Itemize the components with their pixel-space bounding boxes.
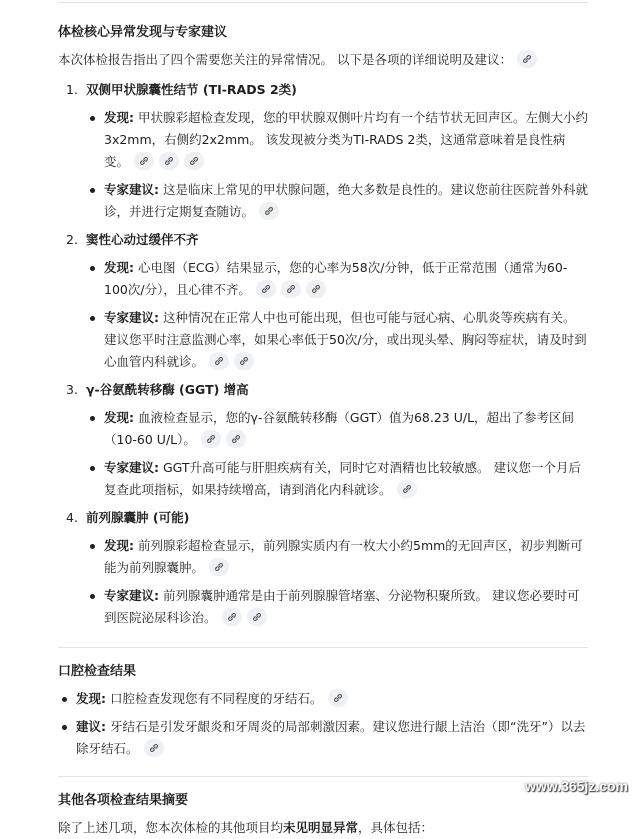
link-icon[interactable]	[222, 608, 242, 626]
section-title: 口腔检查结果	[58, 664, 137, 679]
section-title: 体检核心异常发现与专家建议	[58, 25, 228, 40]
finding-text: 心电图（ECG）结果显示，您的心率为58次/分钟，低于正常范围（通常为60-100次/分），且心律不齐。	[104, 260, 568, 297]
link-icon[interactable]	[134, 152, 154, 170]
finding-detail	[86, 257, 588, 301]
link-icon[interactable]	[234, 352, 254, 370]
link-icon[interactable]	[201, 430, 221, 448]
link-icon[interactable]	[256, 280, 276, 298]
item-title: 前列腺囊肿 (可能)	[86, 510, 190, 525]
finding-detail	[86, 407, 588, 451]
advice-text: 牙结石是引发牙龈炎和牙周炎的局部刺激因素。建议您进行龈上洁治（即“洗牙”）以去除牙结石。	[76, 719, 586, 756]
finding-item	[58, 79, 588, 223]
findings-list	[58, 79, 588, 629]
emphasis-text: 未见明显异常	[283, 820, 359, 835]
section-divider	[58, 647, 588, 648]
item-title: γ-谷氨酰转移酶 (GGT) 增高	[86, 382, 249, 397]
item-number: 3.	[66, 382, 78, 397]
item-title: 双侧甲状腺囊性结节 (TI-RADS 2类)	[86, 82, 297, 97]
item-number: 2.	[66, 232, 78, 247]
advice-detail	[86, 307, 588, 373]
oral-details	[58, 688, 588, 760]
item-details	[86, 257, 588, 373]
link-icon[interactable]	[259, 202, 279, 220]
advice-label: 专家建议:	[104, 588, 159, 603]
finding-text: 前列腺彩超检查显示，前列腺实质内有一枚大小约5mm的无回声区，初步判断可能为前列腺囊肿。	[104, 538, 583, 575]
section-title: 其他各项检查结果摘要	[58, 793, 189, 808]
item-title: 窦性心动过缓伴不齐	[86, 232, 199, 247]
advice-label: 专家建议:	[104, 460, 159, 475]
section-intro: 本次体检报告指出了四个需要您关注的异常情况。 以下是各项的详细说明及建议：	[58, 49, 588, 71]
finding-label: 发现:	[104, 538, 134, 553]
top-divider	[58, 2, 588, 3]
advice-detail	[86, 585, 588, 629]
link-icon[interactable]	[397, 480, 417, 498]
finding-text: 甲状腺彩超检查发现，您的甲状腺双侧叶片均有一个结节状无回声区。左侧大小约3x2mm，右侧约2x2mm。 该发现被分类为TI-RADS 2类，这通常意味着是良性病变。	[104, 110, 588, 169]
link-icon[interactable]	[209, 558, 229, 576]
advice-detail	[86, 179, 588, 223]
item-details	[86, 535, 588, 629]
finding-label: 发现:	[104, 110, 134, 125]
link-icon[interactable]	[247, 608, 267, 626]
advice-detail	[58, 716, 588, 760]
finding-label: 发现:	[76, 691, 106, 706]
advice-text: GGT升高可能与肝胆疾病有关，同时它对酒精也比较敏感。 建议您一个月后复查此项指标，如果持续增高，请到消化内科就诊。	[104, 460, 582, 497]
advice-text: 前列腺囊肿通常是由于前列腺腺管堵塞、分泌物积聚所致。 建议您必要时可到医院泌尿科诊治。	[104, 588, 580, 625]
advice-detail	[86, 457, 588, 501]
advice-text: 这是临床上常见的甲状腺问题，绝大多数是良性的。建议您前往医院普外科就诊，并进行定期复查随访。	[104, 182, 588, 219]
link-icon[interactable]	[159, 152, 179, 170]
finding-item	[58, 229, 588, 373]
section-oral-exam	[58, 662, 588, 760]
advice-label: 建议:	[76, 719, 106, 734]
watermark: www.365jz.com	[525, 778, 628, 794]
advice-label: 专家建议:	[104, 310, 159, 325]
link-icon[interactable]	[328, 689, 348, 707]
report-content	[58, 0, 588, 839]
section-other-results	[58, 791, 588, 839]
link-icon[interactable]	[226, 430, 246, 448]
section-intro: 除了上述几项，您本次体检的其他项目均未见明显异常，具体包括：	[58, 820, 434, 835]
finding-text: 口腔检查发现您有不同程度的牙结石。	[109, 691, 323, 706]
link-icon[interactable]	[517, 50, 537, 68]
link-icon[interactable]	[144, 739, 164, 757]
link-icon[interactable]	[281, 280, 301, 298]
advice-text: 这种情况在正常人中也可能出现，但也可能与冠心病、心肌炎等疾病有关。 建议您平时注意监测心率，如果心率低于50次/分，或出现头晕、胸闷等症状，请及时到心血管内科就诊。	[104, 310, 587, 369]
link-icon[interactable]	[209, 352, 229, 370]
finding-item	[58, 507, 588, 629]
advice-label: 专家建议:	[104, 182, 159, 197]
finding-label: 发现:	[104, 260, 134, 275]
link-icon[interactable]	[184, 152, 204, 170]
finding-detail	[86, 535, 588, 579]
finding-detail	[58, 688, 588, 710]
link-icon[interactable]	[306, 280, 326, 298]
finding-label: 发现:	[104, 410, 134, 425]
section-divider	[58, 776, 588, 777]
finding-detail	[86, 107, 588, 173]
finding-text: 血液检查显示，您的γ-谷氨酰转移酶（GGT）值为68.23 U/L，超出了参考区间（10-60 U/L）。	[104, 410, 575, 447]
finding-item	[58, 379, 588, 501]
item-details	[86, 407, 588, 501]
item-number: 4.	[66, 510, 78, 525]
item-details	[86, 107, 588, 223]
item-number: 1.	[66, 82, 78, 97]
section-core-findings	[58, 23, 588, 629]
